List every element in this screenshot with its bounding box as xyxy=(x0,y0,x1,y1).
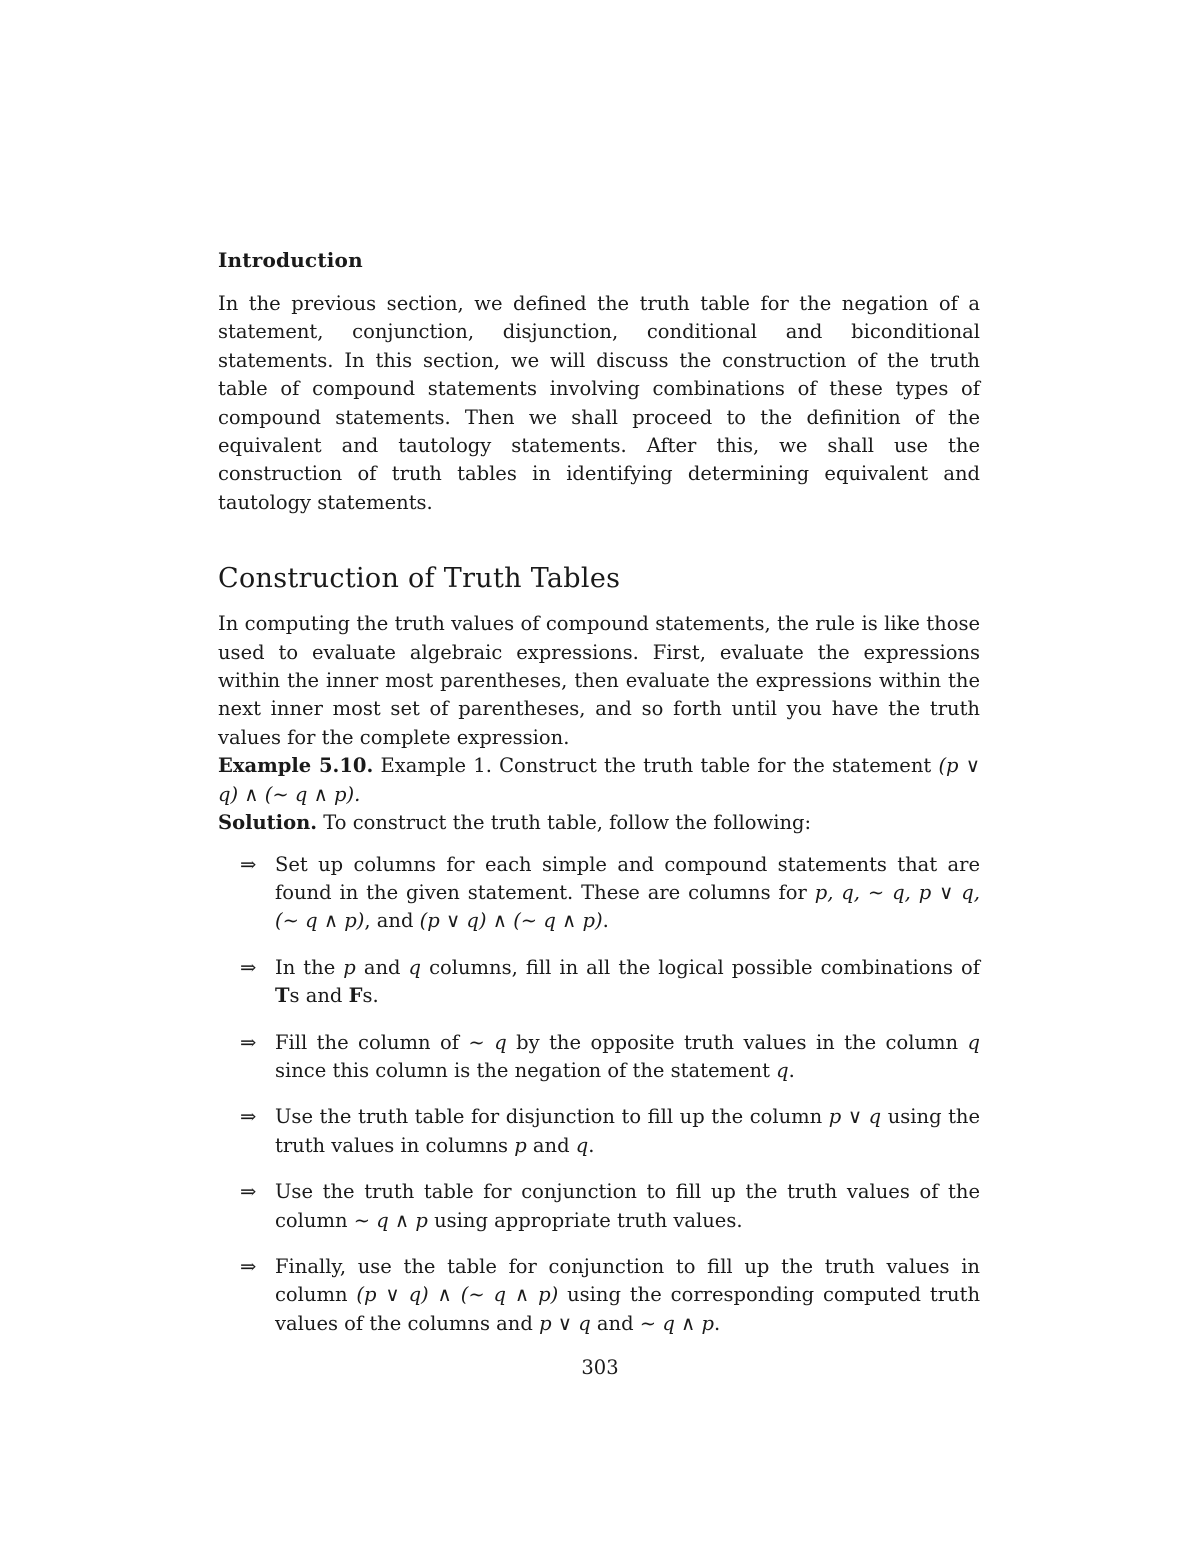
step-text: Set up columns for each simple and compound statements that are found in the given statement. These are columns for xyxy=(275,852,980,904)
math-expression: p ∨ q xyxy=(539,1311,591,1335)
list-item xyxy=(218,1029,980,1086)
math-expression: (∼ q ∧ p) xyxy=(275,909,365,933)
step-text: using the truth values in columns xyxy=(275,1105,981,1157)
bold-letter: T xyxy=(275,984,290,1008)
intro-heading: Introduction xyxy=(218,248,363,272)
step-text: s and xyxy=(289,984,343,1008)
step-2-text xyxy=(240,954,981,1011)
step-text: In the xyxy=(275,955,336,979)
example-label: Example 5.10. xyxy=(218,754,374,778)
math-expression: p xyxy=(514,1133,527,1157)
step-text: using the corresponding computed truth values of the columns and xyxy=(275,1283,980,1335)
section-paragraph: In computing the truth values of compound statements, the rule is like those used to evaluate algebraic expressions. First, evaluate the expressions within the inner most parentheses, then evaluate the expressions within the next inner most set of parentheses, and so forth until you have the truth values for the complete expression. xyxy=(218,612,980,749)
solution-text: To construct the truth table, follow the following: xyxy=(323,811,812,835)
math-expression: p, q, ∼ q, p ∨ q, xyxy=(814,880,980,904)
section-title: Construction of Truth Tables xyxy=(218,563,621,595)
intro-paragraph: In the previous section, we defined the truth table for the negation of a statement, conjunction, disjunction, conditional and biconditional statements. In this section, we will discuss the construction of the truth table of compound statements involving combinations of these types of compound statements. Then we shall proceed to the definition of the equivalent and tautology statements. After this, we shall use the construction of truth tables in identifying determining equivalent and tautology statements. xyxy=(218,292,980,514)
solution-label: Solution. xyxy=(218,811,318,835)
step-1-text xyxy=(240,851,980,936)
math-expression: ∼ q ∧ p xyxy=(639,1311,714,1335)
page-content xyxy=(218,248,980,1356)
step-text: . xyxy=(588,1133,595,1157)
step-3-text xyxy=(240,1029,981,1086)
math-expression: (p ∨ q) ∧ (∼ q ∧ p) xyxy=(419,909,603,933)
page-number: 303 xyxy=(581,1356,619,1379)
list-item xyxy=(218,954,980,1011)
step-text: and xyxy=(532,1133,570,1157)
step-text: . xyxy=(788,1058,795,1082)
step-text: Use the truth table for disjunction to fill up the column xyxy=(275,1105,823,1129)
step-text: s. xyxy=(362,984,379,1008)
step-text: and xyxy=(596,1311,634,1335)
step-5-text xyxy=(240,1178,980,1235)
math-expression: (p ∨ q) ∧ (∼ q ∧ p) xyxy=(356,1283,559,1307)
example-paragraph xyxy=(218,752,980,809)
step-text: . xyxy=(713,1311,721,1335)
math-expression: q xyxy=(776,1058,789,1082)
list-item xyxy=(218,851,980,936)
step-4-text xyxy=(240,1103,981,1160)
math-expression: ∼ q ∧ p xyxy=(353,1208,428,1232)
step-text: Use the truth table for conjunction to fill up the truth values of the column xyxy=(275,1180,980,1232)
list-item xyxy=(218,1103,980,1160)
example-text: Example 1. Construct the truth table for the statement xyxy=(380,754,932,778)
step-text: . xyxy=(602,909,609,933)
list-item xyxy=(218,1253,980,1338)
double-arrow-icon: ⇒ xyxy=(240,1030,257,1054)
step-6-text xyxy=(240,1253,980,1338)
math-expression: q xyxy=(408,955,422,979)
double-arrow-icon: ⇒ xyxy=(240,1105,257,1129)
step-text: since this column is the negation of the statement xyxy=(275,1058,770,1082)
math-expression: q xyxy=(967,1030,981,1054)
step-text: , and xyxy=(364,909,414,933)
steps-list xyxy=(218,851,980,1339)
math-expression: p xyxy=(343,955,356,979)
double-arrow-icon: ⇒ xyxy=(240,852,257,876)
list-item xyxy=(218,1178,980,1235)
step-text: and xyxy=(363,955,401,979)
double-arrow-icon: ⇒ xyxy=(240,1180,257,1204)
math-expression: ∼ q xyxy=(468,1030,507,1054)
step-text: by the opposite truth values in the column xyxy=(516,1030,959,1054)
step-text: Finally, use the table for conjunction to fill up the truth values in column xyxy=(275,1254,980,1307)
math-expression: q xyxy=(575,1133,589,1157)
bold-letter: F xyxy=(348,984,363,1008)
math-expression: p ∨ q xyxy=(828,1105,882,1129)
solution-paragraph xyxy=(218,809,980,837)
double-arrow-icon: ⇒ xyxy=(240,1254,257,1278)
double-arrow-icon: ⇒ xyxy=(240,955,257,979)
step-text: Fill the column of xyxy=(275,1030,459,1054)
example-expression: (p ∨ q) ∧ (∼ q ∧ p). xyxy=(218,754,980,806)
step-text: using appropriate truth values. xyxy=(434,1208,743,1232)
step-text: columns, fill in all the logical possible combinations of xyxy=(429,955,981,979)
